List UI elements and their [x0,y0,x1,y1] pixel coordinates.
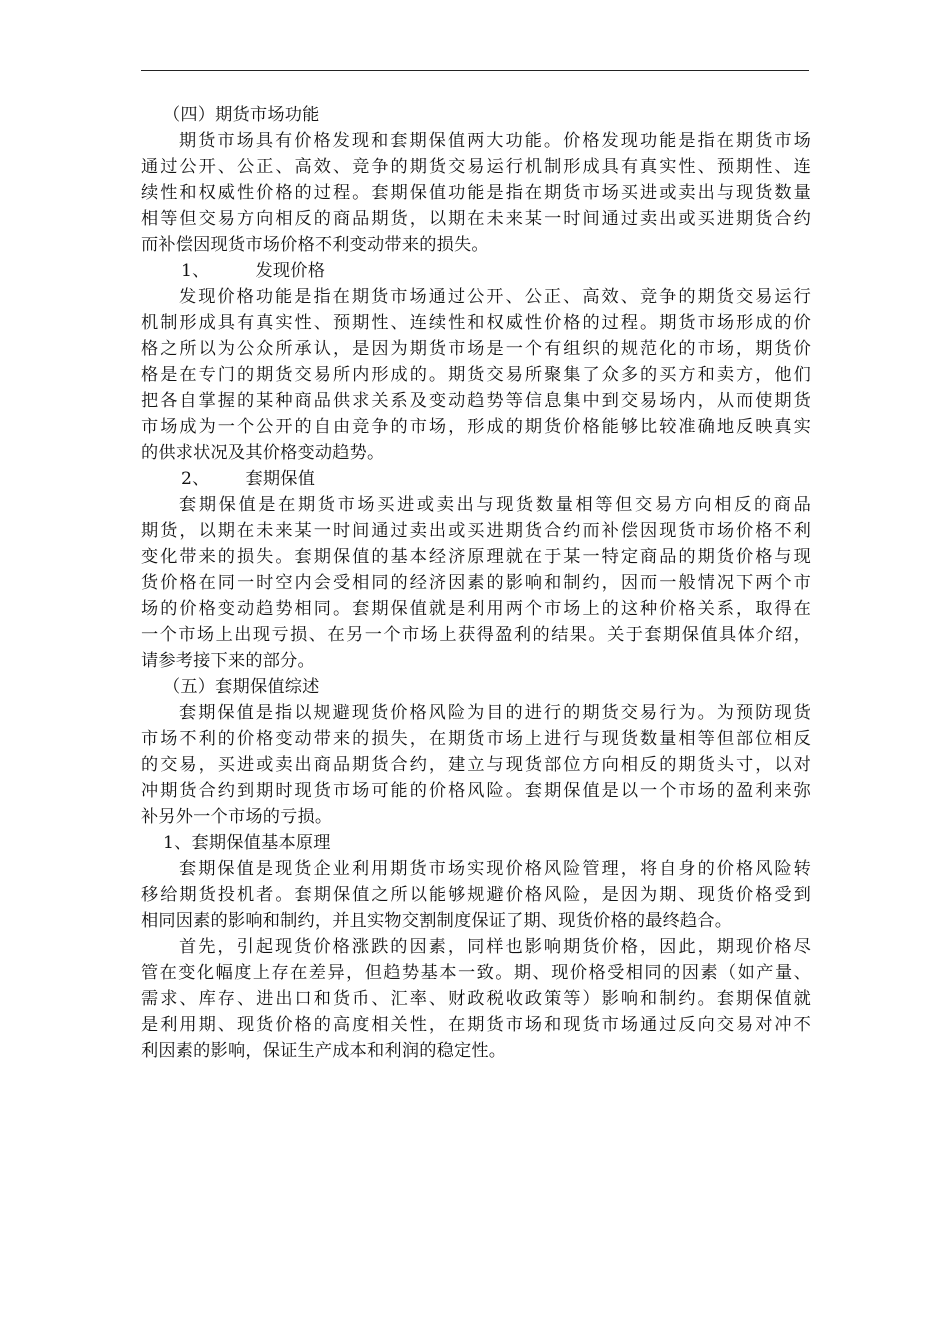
paragraph-line: 一个市场上出现亏损、在另一个市场上获得盈利的结果。关于套期保值具体介绍， [141,625,811,645]
paragraph-line: 移给期货投机者。套期保值之所以能够规避价格风险，是因为期、现货价格受到 [141,885,811,905]
paragraph-line: 场的价格变动趋势相同。套期保值就是利用两个市场上的这种价格关系，取得在 [141,599,811,619]
subsection-heading-hedging [141,466,811,492]
paragraph-line: 管在变化幅度上存在差异，但趋势基本一致。期、现价格受相同的因素（如产量、 [141,963,811,983]
paragraph-line: 期货市场具有价格发现和套期保值两大功能。价格发现功能是指在期货市场 [179,131,811,151]
document-body [141,102,811,1064]
paragraph-hedging-principle [141,856,811,934]
paragraph-first-reason [141,934,811,1064]
paragraph-line: 把各自掌握的某种商品供求关系及变动趋势等信息集中到交易场内，从而使期货 [141,391,811,411]
subsection-number: 2、 [181,469,210,489]
paragraph-line: 货价格在同一时空内会受相同的经济因素的影响和制约，因而一般情况下两个市 [141,573,811,593]
subsection-title: 套期保值 [245,469,316,489]
paragraph-hedging [141,492,811,674]
paragraph-price-discovery [141,284,811,466]
paragraph-line: 相等但交易方向相反的商品期货，以期在未来某一时间通过卖出或买进期货合约 [141,209,811,229]
paragraph-line: 变化带来的损失。套期保值的基本经济原理就在于某一特定商品的期货价格与现 [141,547,811,567]
paragraph-hedging-overview [141,700,811,830]
paragraph-line: 套期保值是在期货市场买进或卖出与现货数量相等但交易方向相反的商品 [179,495,811,515]
paragraph-line: 的交易，买进或卖出商品期货合约，建立与现货部位方向相反的期货头寸，以对 [141,755,811,775]
paragraph-line: 而补偿因现货市场价格不利变动带来的损失。 [141,235,489,255]
paragraph-futures-functions [141,128,811,258]
paragraph-line: 续性和权威性价格的过程。套期保值功能是指在期货市场买进或卖出与现货数量 [141,183,811,203]
paragraph-line: 期货，以期在未来某一时间通过卖出或买进期货合约而补偿因现货市场价格不利 [141,521,811,541]
header-rule [141,70,809,71]
paragraph-line: 套期保值是指以规避现货价格风险为目的进行的期货交易行为。为预防现货 [179,703,811,723]
section-heading-4: （四）期货市场功能 [163,105,320,125]
paragraph-line: 发现价格功能是指在期货市场通过公开、公正、高效、竞争的期货交易运行 [179,287,811,307]
paragraph-line: 补另外一个市场的亏损。 [141,807,333,827]
paragraph-line: 通过公开、公正、高效、竞争的期货交易运行机制形成具有真实性、预期性、连 [141,157,811,177]
subsection-heading-price-discovery [141,258,811,284]
paragraph-line: 利因素的影响，保证生产成本和利润的稳定性。 [141,1041,507,1061]
paragraph-line: 请参考接下来的部分。 [141,651,315,671]
paragraph-line: 是利用期、现货价格的高度相关性，在期货市场和现货市场通过反向交易对冲不 [141,1015,811,1035]
paragraph-line: 首先，引起现货价格涨跌的因素，同样也影响期货价格，因此，期现价格尽 [179,937,811,957]
paragraph-line: 机制形成具有真实性、预期性、连续性和权威性价格的过程。期货市场形成的价 [141,313,811,333]
paragraph-line: 相同因素的影响和制约，并且实物交割制度保证了期、现货价格的最终趋合。 [141,911,733,931]
subsection-number: 1、 [181,261,210,281]
paragraph-line: 冲期货合约到期时现货市场可能的价格风险。套期保值是以一个市场的盈利来弥 [141,781,811,801]
paragraph-line: 市场不利的价格变动带来的损失，在期货市场上进行与现货数量相等但部位相反 [141,729,811,749]
paragraph-line: 格是在专门的期货交易所内形成的。期货交易所聚集了众多的买方和卖方，他们 [141,365,811,385]
paragraph-line: 需求、库存、进出口和货币、汇率、财政税收政策等）影响和制约。套期保值就 [141,989,811,1009]
section-heading-5: （五）套期保值综述 [163,677,320,697]
paragraph-line: 市场成为一个公开的自由竞争的市场，形成的期货价格能够比较准确地反映真实 [141,417,811,437]
paragraph-line: 的供求状况及其价格变动趋势。 [141,443,385,463]
subsection-title: 发现价格 [255,261,326,281]
subsection-heading-hedging-principle: 1、套期保值基本原理 [163,833,331,853]
paragraph-line: 格之所以为公众所承认，是因为期货市场是一个有组织的规范化的市场，期货价 [141,339,811,359]
paragraph-line: 套期保值是现货企业利用期货市场实现价格风险管理，将自身的价格风险转 [179,859,811,879]
